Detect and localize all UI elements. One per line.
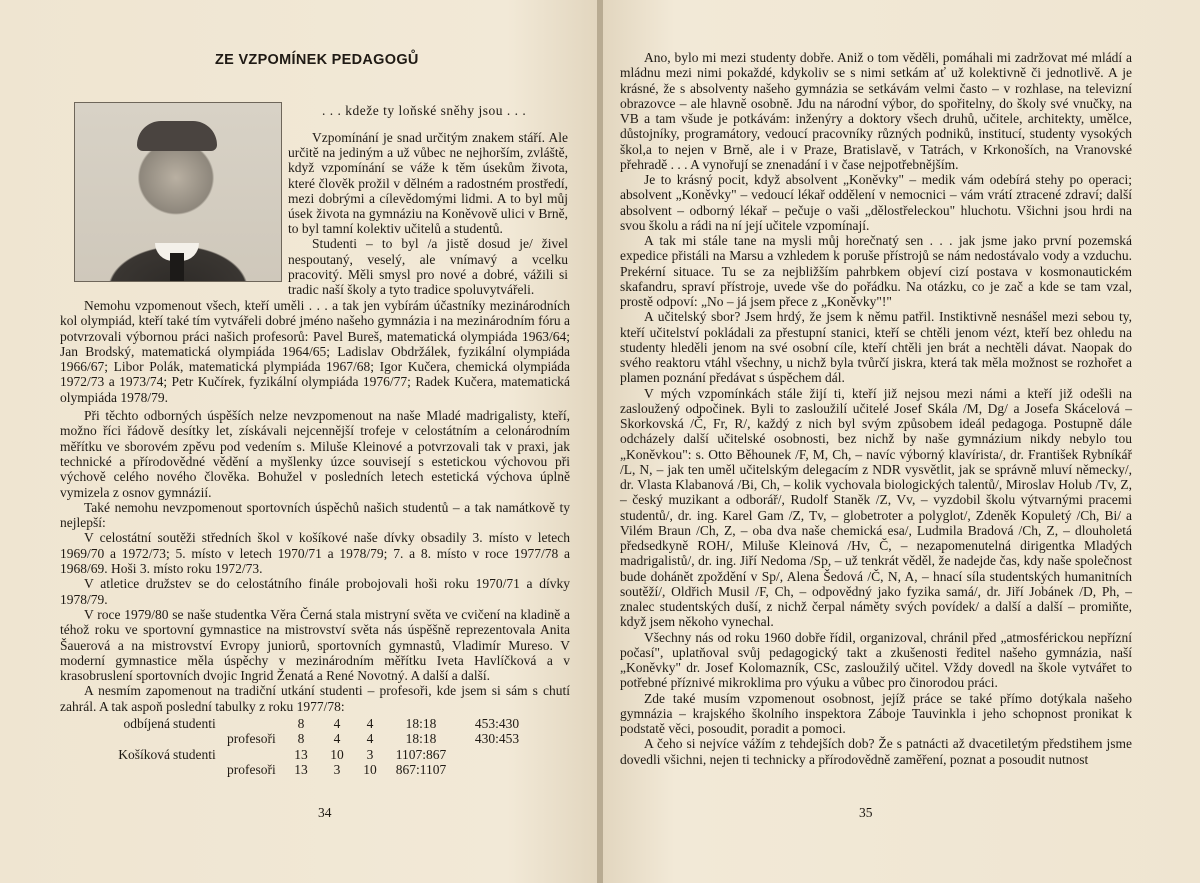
table-row [86, 731, 537, 746]
motto: . . . kdeže ty loňské sněhy jsou . . . [322, 103, 527, 118]
table-cell: 3 [333, 761, 341, 777]
table-cell: profesoři [227, 731, 276, 747]
table-cell: 430:453 [474, 731, 520, 747]
table-cell: studenti [173, 746, 216, 762]
match-results-table [86, 716, 537, 777]
table-cell [457, 762, 537, 777]
paragraph: Studenti – to byl /a jistě dosud je/ živel nespoutaný, veselý, ale vnímavý a vcelku pracovitý. Měli smysl pro nové a dobré, vážili si tradic naší školy a tyto tradice spoluvytvářeli. [288, 236, 568, 298]
paragraph: A učitelský sbor? Jsem hrdý, že jsem k němu patřil. Instiktivně nesnášel mezi sebou ty, kteří učitelství pokládali za přestupní stanici, kteří se chtěli jenom vézt, kteří bez ohledu na studenty hleděli jenom na své osobní cíle, kteří chtěli jen brát a nechtěli dávat. Naopak do svého reaktoru vtáhl všechny, u nichž byla tvůrčí jiskra, která tak měla možnost se rozhořet a plamen poznání předávat s úspěchem dál. [620, 309, 1132, 386]
portrait-tie [170, 253, 184, 282]
paragraph: Při těchto odborných úspěších nelze nevzpomenout na naše Mladé madrigalisty, kteří, možno říci řádově desítky let, získávali nejcennější trofeje v celostátním a celonárodním měřítku ve sborovém zpěvu pod vedením s. Miluše Kleinové a potvrzovali tak v praxi, jak technické a přírodovědné vědění a myšlenky úzce souvisejí s estetickou výchovou při výchově celého nového člověka. Bohužel v posledních letech estetická výchova úplně vymizela z osnov gymnázií. [60, 408, 570, 500]
paragraph: V roce 1979/80 se naše studentka Věra Černá stala mistryní světa ve cvičení na kladině a téhož roku ve sportovní gymnastice na mistrovství světa nás úspěšně reprezentovala Anita Šauerová a na mistrovství Evropy juniorů, sportovních gymnastů, Vladimír Mureso. V moderní gymnastice měla úspěchy v mezinárodním měřítku Iveta Havlíčková a v krasobruslení sportovních dvojic Ingrid Ženatá a René Novotný. A další a další. [60, 606, 570, 684]
table-cell: 10 [330, 746, 344, 762]
table-cell: 13 [294, 746, 308, 762]
table-cell [86, 731, 173, 746]
table-row [86, 716, 537, 731]
table-cell [457, 747, 537, 762]
wrapped-text-column [288, 130, 568, 297]
paragraph: Všechny nás od roku 1960 dobře řídil, organizoval, chránil před „atmosférickou nepřízní počasí", uplatňoval svůj pedagogický takt a zkušenosti ředitel našeho gymnázia, naší „Koněvky" dr. Josef Kolomazník, CSc, zasloužilý učitel. Vždy dovedl na škole vytvářet to potřebné příznivé mikroklima pro výuku a vůbec pro činorodou práci. [620, 629, 1132, 691]
table-cell: profesoři [227, 761, 276, 777]
page-number: 34 [318, 805, 332, 820]
paragraph: V atletice družstev se do celostátního finále probojovali hoši roku 1970/71 a dívky 1978/79. [60, 576, 570, 607]
paragraph: Vzpomínání je snad určitým znakem stáří. Ale určitě na jediným a už vůbec ne nejhorším, zvláště, když vzpomínání se váže k těm úsekům života, které člověk prožil v dělném a radostném prostředí, mezi dobrými a cílevědomými lidmi. A to byl můj úsek života na gymnáziu na Koněvově ulici v Brně, to byl tamní kolektiv učitelů a studentů. [288, 130, 568, 237]
paragraph: A čeho si nejvíce vážím z tehdejších dob? Že s patnácti až dvacetiletým předstihem jsme dovedli všichni, nejen ti technicky a přírodovědně zaměření, poznat a posoudit nutnost [620, 736, 1132, 767]
table-cell: 4 [366, 731, 374, 747]
table-cell: studenti [173, 716, 216, 732]
table-cell: Košíková [118, 746, 170, 762]
table-cell: 867:1107 [395, 761, 447, 777]
paragraph: A nesmím zapomenout na tradiční utkání studenti – profesoři, kde jsem si sám s chutí zahrál. A tak aspoň poslední tabulky z roku 1977/78: [60, 683, 570, 714]
paragraph: Nemohu vzpomenout všech, kteří uměli . . . a tak jen vybírám účastníky mezinárodních kol olympiád, kteří také tím vytvářeli dobré jméno našeho gymnázia i na mezinárodním fóru a potvrzovali výbornou práci našich profesorů: Pavel Bureš, matematická olympiáda 1963/64; Jan Brodský, matematická olympiáda 1964/65; Ladislav Obdržálek, fyzikální olympiáda 1966/67; Libor Polák, matematická plympiáda 1967/68; Igor Kučera, chemická olympiáda 1972/73 a 1973/74; Petr Kučírek, fyzikální olympiáda 1976/77; Radek Kučera, matematická olympiáda 1978/79. [60, 298, 570, 405]
paragraph: V mých vzpomínkách stále žijí ti, kteří již nejsou mezi námi a kteří již odešli na zasloužený odpočinek. Byli to zasloužilí učitelé Josef Skála /M, Dg/ a Josefa Skácelová – Skorkovská /Č, Fr, R/, každý z nich byl svým způsobem ideál pedagoga. Postupně dále odcházely další učitelské osobnosti, bez nichž by naše gymnázium nikdy nebylo tou „Koněvkou": s. Otto Běhounek /F, M, Ch, – navíc výborný klavírista/, dr. František Rybníkář /L, N, – jak ten uměl učitelským delegacím z NDR vysvětlit, jak se správně mluví německy/, dr. Vlasta Klabanová /Bi, Ch, – kolik vychovala biologických talentů/, Miroslav Holub /Tv, Z, – český muzikant a odborář/, Rudolf Staněk /Z, Vv, – vyzdobil školu výtvarnými pracemi studentů/, dr. ing. Karel Gam /Z, Tv, – globetroter a polyglot/, Zdeněk Kopuletý /Ch, Bi/ a Vilém Braun /Ch, Z, – oba dva naše chemická esa/, Ludmila Bradová /Ch, Z, – dlouholetá předsedkyně ROH/, Miluše Kleinová /Hv, Č, – nezapomenutelná dirigentka Mladých madrigalistů/, dr. ing. Jiří Nedoma /Sp, – už tenkrát věděl, že nadejde čas, kdy naše společnost bude dohánět zpoždění v Sp/, Alena Šedová /Č, N, A, – hnací síla studentských humanitních soutěží/, Oldřich Musil /F, Ch, – odpovědný jako fyzika samá/, dr. Jiří Jobánek /D, Ph, – znalec studentských duší, z nichž čerpal náměty svých povídek/ a další a další – promiňte, když jsem někoho vynechal. [620, 385, 1132, 630]
page-number: 35 [859, 805, 873, 820]
table-cell: 8 [297, 731, 305, 747]
table-cell: 1107:867 [395, 746, 447, 762]
table-cell: 18:18 [405, 731, 437, 747]
table-row [86, 762, 537, 777]
table-cell: 18:18 [405, 716, 437, 732]
paragraph: Je to krásný pocit, když absolvent „Koněvky" – medik vám odebírá stehy po operaci; absolvent „Koněvky" – vedoucí lékař oddělení v nemocnici – vám vrátí ztracené zdraví; další absolvent – odborný lékař – pečuje o vaši „dělostřeleckou" hluchotu. Všichni jsou hrdi na svou školu a rádi na ní její učitele vzpomínají. [620, 172, 1132, 233]
table-cell [86, 762, 173, 777]
table-cell: 8 [297, 716, 305, 732]
table-cell: 10 [363, 761, 377, 777]
table-cell: 13 [294, 761, 308, 777]
teacher-portrait-photo [74, 102, 282, 282]
table-cell: 4 [333, 731, 341, 747]
paragraph: A tak mi stále tane na mysli můj horečnatý sen . . . jak jsme jako první pozemská expedice přistáli na Marsu a vzhledem k poruše přístrojů se nám nedostávalo vody a vzduchu. Prekérní situace. Tu se za nejbližším pahrbkem objeví cizí postava v kosmonautickém skafandru, spraví přístroje, uvede vše do pořádku. Na otázku, co je zač a kde se tam vzal, prostě odpoví: „No – já jsem přece z „Koněvky"!" [620, 233, 1132, 309]
portrait-hair [137, 121, 217, 151]
paragraph: Ano, bylo mi mezi studenty dobře. Aniž o tom věděli, pomáhali mi zadržovat mé mládí a mládnu mezi nimi pokaždé, kdykoliv se s nimi setkám ať už kolektivně či jednotlivě. A je krásné, že s absolventy našeho gymnázia se setkávám velmi často – v rozhlase, na televizní obrazovce – ale hlavně osobně. Jdu na národní výbor, do spořitelny, do školy své vnučky, na VB a tam všude je potkávám: inženýry a doktory všech druhů, učitele, architekty, umělce, důstojníky, programátory, vedoucí pracovníky různých podniků, institucí, studenty vysokých škol,a to nejen v Brně, ale i v Praze, Bratislavě, v Tatrách, v Krkonoších, na Vranovské přehradě . . . A vynořují se znenadání i v čase nejpotřebnějším. [620, 50, 1132, 172]
paragraph: Zde také musím vzpomenout osobnost, jejíž práce se také přímo dotýkala našeho gymnázia – krajského školního inspektora Záboje Tauvinkla i jeho schopnost pronikat k podstatě věci, posoudit, poradit a pomoci. [620, 690, 1132, 736]
table-cell: 4 [366, 716, 374, 732]
main-text-column [60, 298, 570, 777]
left-page [0, 0, 597, 883]
paragraph: Také nemohu nevzpomenout sportovních úspěchů našich studentů – a tak namátkově ty nejlepší: [60, 499, 570, 531]
table-cell: 453:430 [474, 716, 520, 732]
table-cell: 4 [333, 716, 341, 732]
table-cell: odbíjená [123, 716, 170, 732]
paragraph: V celostátní soutěži středních škol v košíkové naše dívky obsadily 3. místo v letech 1969/70 a 1972/73; 5. místo v letech 1970/71 a 1978/79; 7. a 8. místo v roce 1977/78 a 1968/69. Hoši 3. místo roku 1972/73. [60, 530, 570, 577]
right-text-column [620, 50, 1132, 767]
table-row [86, 747, 537, 762]
chapter-heading: ZE VZPOMÍNEK PEDAGOGŮ [215, 52, 419, 68]
table-cell: 3 [366, 746, 374, 762]
